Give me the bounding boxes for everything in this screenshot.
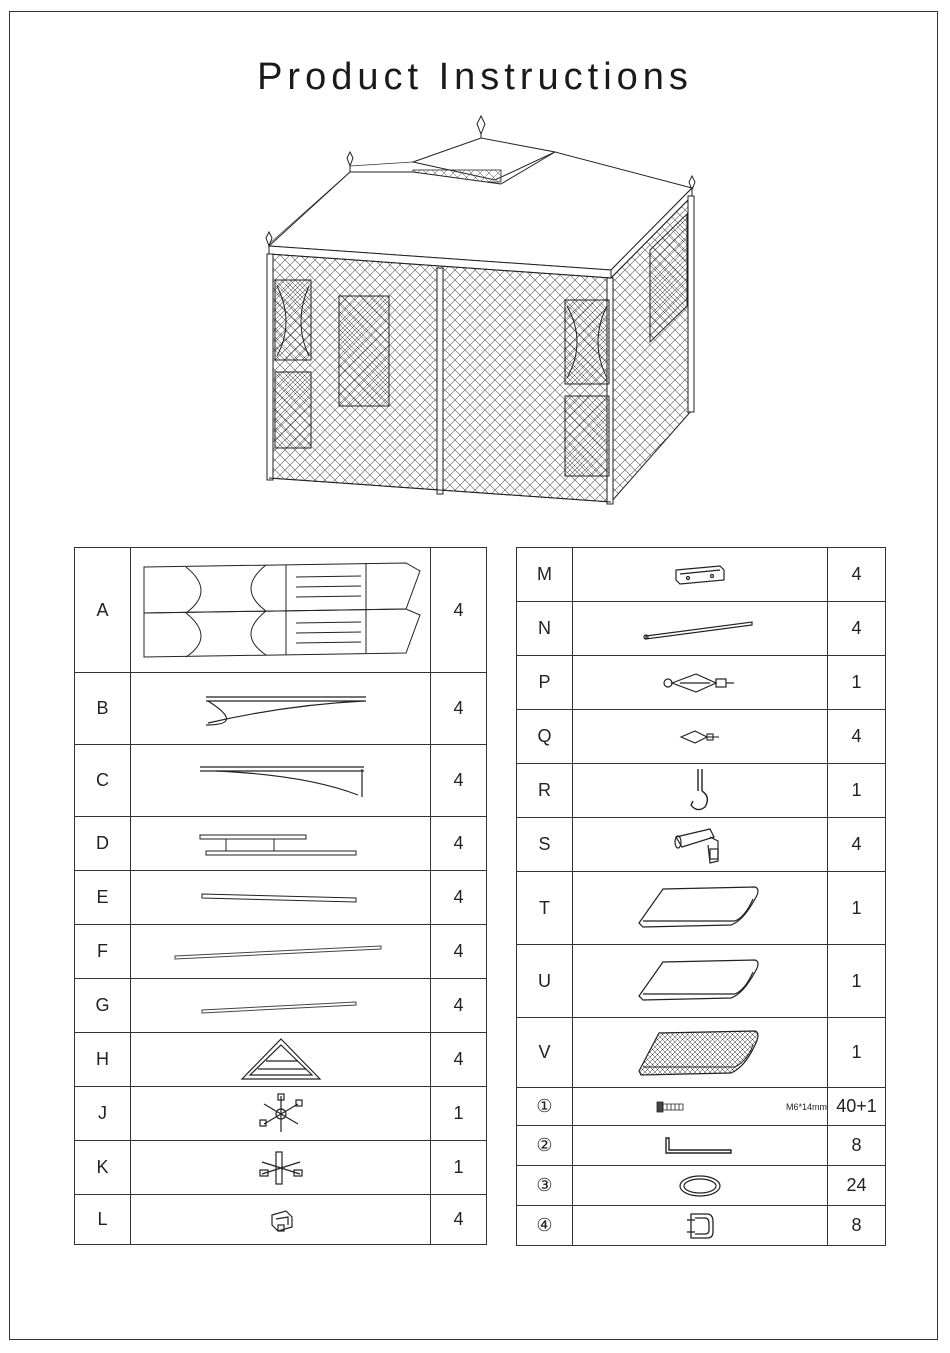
part-qty: 4 — [431, 745, 487, 817]
table-row — [517, 548, 886, 602]
part-qty: 4 — [431, 925, 487, 979]
triangle-shelf-icon — [131, 1033, 431, 1087]
screw-size-label: M6*14mm — [785, 1101, 827, 1112]
corner-connector-icon — [573, 818, 828, 872]
side-panel-frame-icon — [131, 548, 431, 673]
part-label: ① — [517, 1088, 573, 1126]
part-qty: 1 — [828, 872, 886, 945]
part-label: V — [517, 1018, 573, 1088]
allen-key-icon — [573, 1126, 828, 1166]
table-row — [75, 1087, 487, 1141]
part-label: G — [75, 979, 131, 1033]
part-qty: 4 — [431, 1033, 487, 1087]
part-qty: 4 — [431, 979, 487, 1033]
table-row — [75, 548, 487, 673]
part-label: B — [75, 673, 131, 745]
thin-rod-icon — [573, 602, 828, 656]
parts-table-right — [516, 547, 886, 1246]
part-label: L — [75, 1195, 131, 1245]
part-label: H — [75, 1033, 131, 1087]
table-row — [75, 673, 487, 745]
part-label: M — [517, 548, 573, 602]
table-row — [75, 925, 487, 979]
part-qty: 4 — [828, 602, 886, 656]
table-row — [517, 764, 886, 818]
connector-bracket-icon — [573, 548, 828, 602]
part-label: S — [517, 818, 573, 872]
part-qty: 8 — [828, 1126, 886, 1166]
part-label: E — [75, 871, 131, 925]
table-row — [517, 1126, 886, 1166]
part-qty: 4 — [828, 548, 886, 602]
table-row — [75, 745, 487, 817]
table-row — [75, 979, 487, 1033]
table-row — [517, 945, 886, 1018]
table-row — [75, 817, 487, 871]
table-row — [517, 710, 886, 764]
part-qty: 4 — [828, 710, 886, 764]
table-row — [517, 1018, 886, 1088]
part-label: A — [75, 548, 131, 673]
part-label: K — [75, 1141, 131, 1195]
curved-beam-icon — [131, 673, 431, 745]
part-qty: 40+1 — [828, 1088, 886, 1126]
part-qty: 1 — [431, 1141, 487, 1195]
part-qty: 1 — [828, 1018, 886, 1088]
part-qty: 1 — [828, 764, 886, 818]
parts-table-left — [74, 547, 487, 1245]
part-label: D — [75, 817, 131, 871]
part-label: F — [75, 925, 131, 979]
screw-icon — [573, 1088, 828, 1126]
gazebo-illustration — [255, 110, 705, 510]
part-qty: 1 — [828, 945, 886, 1018]
table-row — [75, 1141, 487, 1195]
part-qty: 1 — [828, 656, 886, 710]
table-row — [75, 1033, 487, 1087]
clip-icon — [573, 1206, 828, 1246]
table-row — [517, 656, 886, 710]
part-label: U — [517, 945, 573, 1018]
part-label: C — [75, 745, 131, 817]
star-connector-icon — [131, 1087, 431, 1141]
pole-icon — [131, 979, 431, 1033]
hook-icon — [573, 764, 828, 818]
curved-beam-long-icon — [131, 745, 431, 817]
table-row — [517, 1166, 886, 1206]
main-canopy-icon — [573, 945, 828, 1018]
ladder-bracket-icon — [131, 817, 431, 871]
part-label: ② — [517, 1126, 573, 1166]
page-title: Product Instructions — [257, 56, 693, 98]
table-row — [517, 602, 886, 656]
mesh-net-icon — [573, 1018, 828, 1088]
long-pole-icon — [131, 925, 431, 979]
table-row — [75, 1195, 487, 1245]
part-qty: 24 — [828, 1166, 886, 1206]
table-row — [517, 872, 886, 945]
part-label: J — [75, 1087, 131, 1141]
large-finial-icon — [573, 656, 828, 710]
small-finial-icon — [573, 710, 828, 764]
part-label: P — [517, 656, 573, 710]
part-label: T — [517, 872, 573, 945]
part-qty: 1 — [431, 1087, 487, 1141]
part-label: ④ — [517, 1206, 573, 1246]
table-row — [517, 1088, 886, 1126]
ring-icon — [573, 1166, 828, 1206]
part-label: ③ — [517, 1166, 573, 1206]
top-canopy-icon — [573, 872, 828, 945]
short-rod-icon — [131, 871, 431, 925]
part-qty: 4 — [431, 871, 487, 925]
part-label: Q — [517, 710, 573, 764]
foot-bracket-icon — [131, 1195, 431, 1245]
table-row — [517, 818, 886, 872]
part-qty: 8 — [828, 1206, 886, 1246]
part-label: R — [517, 764, 573, 818]
table-row — [517, 1206, 886, 1246]
part-qty: 4 — [431, 548, 487, 673]
cross-connector-icon — [131, 1141, 431, 1195]
part-label: N — [517, 602, 573, 656]
part-qty: 4 — [828, 818, 886, 872]
part-qty: 4 — [431, 817, 487, 871]
part-qty: 4 — [431, 673, 487, 745]
table-row — [75, 871, 487, 925]
part-qty: 4 — [431, 1195, 487, 1245]
